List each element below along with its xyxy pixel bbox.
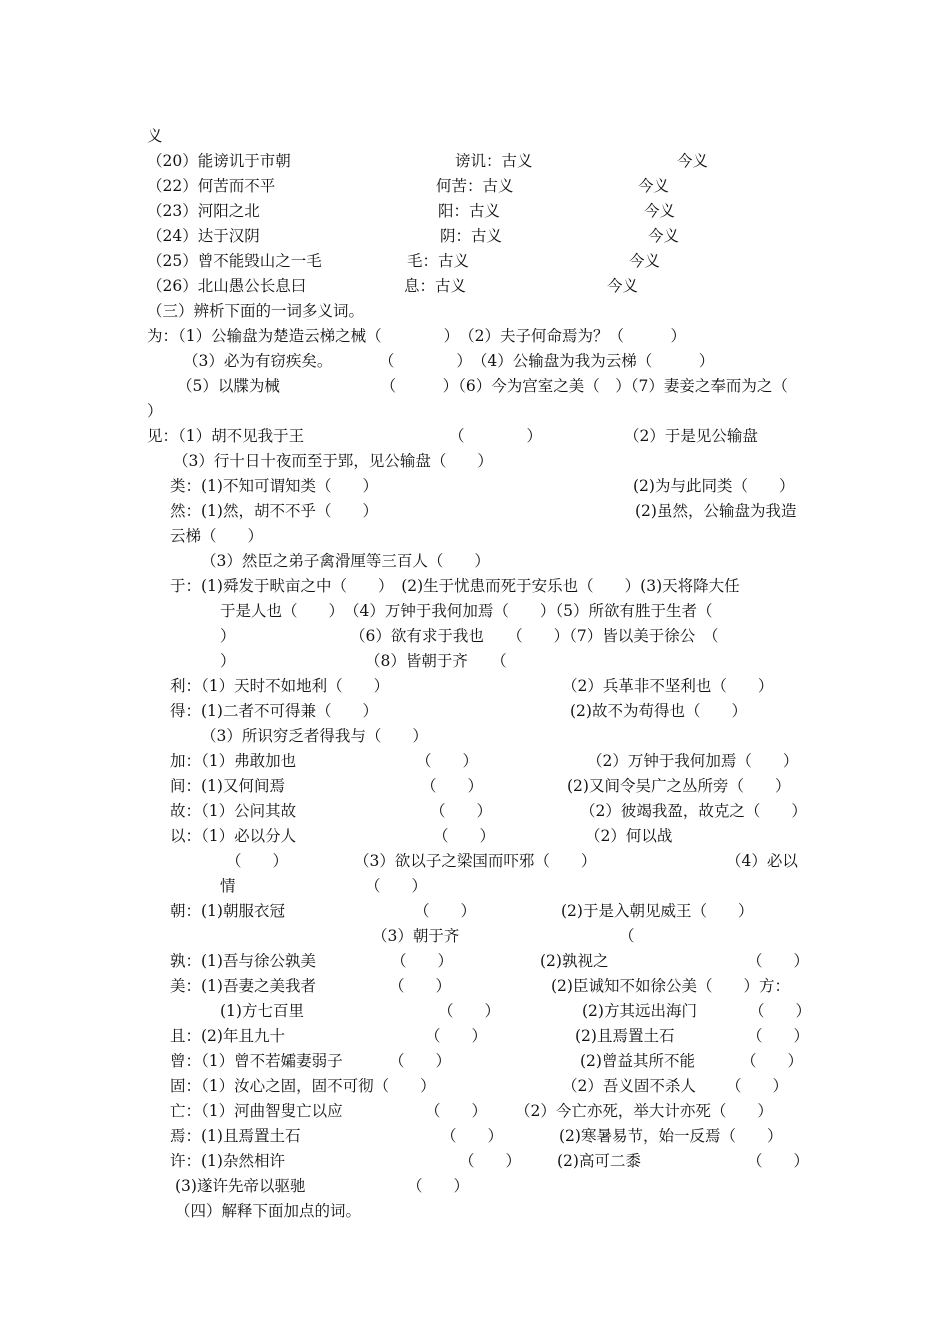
- text-line: (2)寒暑易节，始一反焉（ ）: [559, 1127, 783, 1145]
- text-line: (1)方七百里: [220, 1002, 304, 1020]
- text-line: （ ）: [438, 1002, 501, 1020]
- text-line: （ ）: [741, 1052, 804, 1070]
- text-line: （3）所识穷乏者得我与（ ）: [201, 727, 428, 745]
- text-line: 利：（1）天时不如地利（ ）: [170, 677, 390, 695]
- text-line: 故：（1）公问其故: [170, 802, 297, 820]
- text-line: （ ）: [441, 1127, 504, 1145]
- text-line: (2)臣诚知不如徐公美（ ）方：: [551, 977, 790, 995]
- text-line: （3）朝于齐: [372, 927, 460, 945]
- text-line: 谤讥：古义: [455, 152, 533, 170]
- text-line: （2）今亡亦死，举大计亦死（ ）: [515, 1102, 773, 1120]
- text-line: （ ）: [430, 802, 493, 820]
- text-line: 于：(1)舜发于畎亩之中（ ） (2)生于忧患而死于安乐也（ ）(3)天将降大任: [170, 577, 740, 595]
- text-line: 毛：古义: [407, 252, 470, 270]
- text-line: （ ）: [747, 1152, 810, 1170]
- text-line: 于是人也（ ） （4）万钟于我何加焉（ ）（5）所欲有胜于生者（: [220, 602, 713, 620]
- text-line: 阳：古义: [438, 202, 501, 220]
- text-line: 何苦：古义: [436, 177, 514, 195]
- text-line: （3）然臣之弟子禽滑厘等三百人（ ）: [201, 552, 490, 570]
- text-line: (3)遂许先帝以驱驰: [175, 1177, 306, 1195]
- text-line: 今义: [607, 277, 639, 295]
- text-line: （ ）: [365, 877, 428, 895]
- text-line: (2)方其远出海门: [582, 1002, 697, 1020]
- text-line: （23）河阳之北: [147, 202, 260, 220]
- text-line: （2）兵革非不坚利也（ ）: [562, 677, 774, 695]
- text-line: （ ）: [449, 427, 543, 445]
- text-line: 类：(1)不知可谓知类（ ）: [170, 477, 378, 495]
- text-line: （ ）: [747, 952, 810, 970]
- text-line: 间：(1)又何间焉: [170, 777, 285, 795]
- text-line: 今义: [677, 152, 709, 170]
- text-line: （25）曾不能毁山之一毛: [147, 252, 322, 270]
- text-line: 云梯（ ）: [170, 527, 264, 545]
- text-line: 今义: [629, 252, 661, 270]
- text-line: (2)孰视之: [540, 952, 609, 970]
- text-line: （5）以牒为械 （ ）（6）今为宫室之美（ ）（7）妻妾之奉而为之（: [177, 377, 788, 395]
- text-line: (2)故不为苟得也（ ）: [570, 702, 747, 720]
- text-line: （ ）: [391, 952, 454, 970]
- text-line: ）: [147, 402, 163, 420]
- text-line: （2）何以战: [585, 827, 673, 845]
- text-line: （ ）: [726, 1077, 789, 1095]
- text-line: 息：古义: [404, 277, 467, 295]
- text-line: （2）吾义固不杀人: [562, 1077, 696, 1095]
- text-line: 阴：古义: [440, 227, 503, 245]
- text-line: （2）彼竭我盈，故克之（ ）: [580, 802, 807, 820]
- text-line: （ ）: [414, 902, 477, 920]
- text-line: （6）欲有求于我也 （ ）（7）皆以美于徐公 （: [350, 627, 719, 645]
- text-line: 且：(2)年且九十: [170, 1027, 285, 1045]
- text-line: （ ）: [407, 1177, 470, 1195]
- text-line: （3）欲以子之梁国而吓邪（ ）: [354, 852, 597, 870]
- text-line: （26）北山愚公长息曰: [147, 277, 307, 295]
- text-line: （22）何苦而不平: [147, 177, 276, 195]
- text-line: （ ）: [425, 1102, 488, 1120]
- text-line: 今义: [648, 227, 680, 245]
- text-line: 孰：(1)吾与徐公孰美: [170, 952, 316, 970]
- text-line: ）: [220, 627, 236, 645]
- text-line: 今义: [638, 177, 670, 195]
- text-line: 许：(1)杂然相许: [170, 1152, 285, 1170]
- text-line: ）: [220, 652, 236, 670]
- text-line: 今义: [644, 202, 676, 220]
- text-line: (2)为与此同类（ ）: [633, 477, 795, 495]
- text-line: 然：(1)然，胡不不乎（ ）: [170, 502, 378, 520]
- text-line: 见：（1）胡不见我于王: [147, 427, 305, 445]
- text-line: 美：(1)吾妻之美我者: [170, 977, 316, 995]
- text-line: (2)虽然，公输盘为我造: [635, 502, 797, 520]
- text-line: （3）行十日十夜而至于郢，见公输盘（ ）: [173, 452, 493, 470]
- text-line: (2)于是入朝见威王（ ）: [561, 902, 754, 920]
- text-line: 固：（1）汝心之固，固不可彻（ ）: [170, 1077, 436, 1095]
- section-heading: （三）辨析下面的一词多义词。: [147, 302, 365, 320]
- text-line: （ ）: [421, 777, 484, 795]
- text-line: （ ）: [749, 1002, 812, 1020]
- text-line: （ ）: [389, 977, 452, 995]
- text-line: 加：（1）弗敢加也: [170, 752, 297, 770]
- text-line: 为：（1）公输盘为楚造云梯之械（ ） （2）夫子何命焉为？（ ）: [147, 327, 686, 345]
- text-line: (2)曾益其所不能: [580, 1052, 695, 1070]
- text-line: （ ）: [433, 827, 496, 845]
- text-line: 以：（1）必以分人: [170, 827, 297, 845]
- text-line: （4）必以: [726, 852, 798, 870]
- text-line: （24）达于汉阴: [147, 227, 260, 245]
- text-line: 亡：（1）河曲智叟亡以应: [170, 1102, 343, 1120]
- text-line: 情: [220, 877, 236, 895]
- text-line: 朝：(1)朝服衣冠: [170, 902, 285, 920]
- text-line: 得：(1)二者不可得兼（ ）: [170, 702, 378, 720]
- text-line: （3）必为有窃疾矣。 （ ） （4）公输盘为我为云梯（ ）: [183, 352, 715, 370]
- text-line: （: [619, 927, 635, 945]
- text-line: 曾：（1）曾不若孀妻弱子: [170, 1052, 343, 1070]
- text-line: （2）于是见公输盘: [624, 427, 758, 445]
- text-line: 义: [147, 127, 163, 145]
- text-line: (2)且焉置土石: [575, 1027, 675, 1045]
- text-line: （ ）: [416, 752, 479, 770]
- text-line: （ ）: [389, 1052, 452, 1070]
- text-line: （20）能谤讥于市朝: [147, 152, 291, 170]
- text-line: （ ）: [459, 1152, 522, 1170]
- text-line: （ ）: [226, 852, 289, 870]
- text-line: (2)又间令吴广之丛所旁（ ）: [567, 777, 791, 795]
- text-line: （2）万钟于我何加焉（ ）: [587, 752, 799, 770]
- text-line: (2)高可二黍: [557, 1152, 641, 1170]
- text-line: （ ）: [425, 1027, 488, 1045]
- text-line: （ ）: [747, 1027, 810, 1045]
- section-heading: （四）解释下面加点的词。: [175, 1202, 362, 1220]
- text-line: 焉：(1)且焉置土石: [170, 1127, 301, 1145]
- text-line: （8）皆朝于齐 （: [365, 652, 507, 670]
